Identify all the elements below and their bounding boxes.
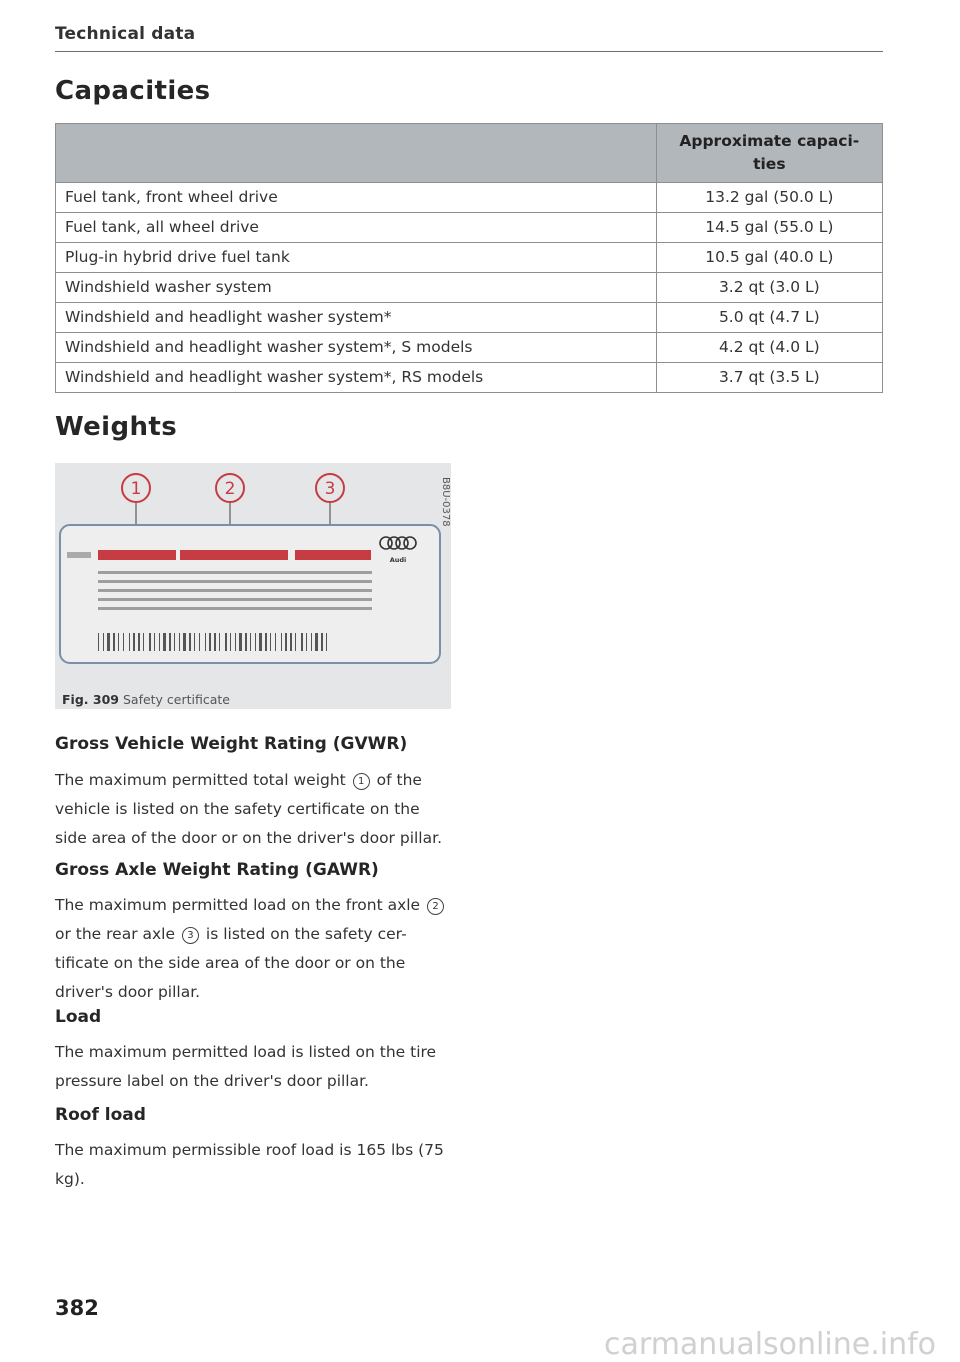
table-row <box>56 213 883 243</box>
svg-text:1: 1 <box>130 479 142 499</box>
figure-caption-text: Safety certificate <box>122 692 230 707</box>
row-label: Windshield washer system <box>56 273 657 303</box>
row-value: 3.7 qt (3.5 L) <box>656 363 882 393</box>
row-value: 4.2 qt (4.0 L) <box>656 333 882 363</box>
table-row <box>56 363 883 393</box>
row-value: 13.2 gal (50.0 L) <box>656 183 882 213</box>
table-header-capacity: Approximate capaci- ties <box>656 124 882 183</box>
table-row <box>56 243 883 273</box>
svg-text:3: 3 <box>324 479 336 499</box>
load-heading: Load <box>55 1007 102 1027</box>
table-row <box>56 183 883 213</box>
safety-certificate-illustration <box>55 463 451 709</box>
capacities-title: Capacities <box>55 76 211 106</box>
row-value: 14.5 gal (55.0 L) <box>656 213 882 243</box>
callout-2 <box>216 474 244 502</box>
figure-number: Fig. 309 <box>62 692 119 707</box>
table-row <box>56 273 883 303</box>
row-label: Plug-in hybrid drive fuel tank <box>56 243 657 273</box>
safety-certificate-figure <box>55 463 451 709</box>
figure-code: B8U-0378 <box>440 477 451 527</box>
row-label: Fuel tank, all wheel drive <box>56 213 657 243</box>
roof-load-paragraph: The maximum permissible roof load is 165 lbs (75 kg). <box>55 1141 444 1188</box>
row-value: 10.5 gal (40.0 L) <box>656 243 882 273</box>
brand-text: Audi <box>389 556 407 564</box>
callout-ref-3: 3 <box>182 927 199 944</box>
load-paragraph: The maximum permitted load is listed on the tire pressure label on the driver's door pillar. <box>55 1043 437 1090</box>
figure-caption <box>62 692 230 707</box>
table-header-blank <box>56 124 657 183</box>
gvwr-paragraph: The maximum permitted total weight 1 of the vehicle is listed on the safety certificate on the side area of the door or on the driver's door pillar. <box>55 771 442 847</box>
capacities-table <box>55 123 883 393</box>
table-row <box>56 333 883 363</box>
table-header-row <box>56 124 883 183</box>
gawr-paragraph: The maximum permitted load on the front axle 2 or the rear axle 3 is listed on the safety cer-tificate on the side area of the door or on the driver's door pillar. <box>55 891 455 1007</box>
row-value: 3.2 qt (3.0 L) <box>656 273 882 303</box>
roof-load-heading: Roof load <box>55 1105 146 1125</box>
row-label: Windshield and headlight washer system*, S models <box>56 333 657 363</box>
table-row <box>56 303 883 333</box>
gvwr-heading: Gross Vehicle Weight Rating (GVWR) <box>55 734 408 754</box>
watermark: carmanualsonline.info <box>604 1327 936 1362</box>
gawr-heading: Gross Axle Weight Rating (GAWR) <box>55 860 379 880</box>
page-number: 382 <box>55 1296 99 1320</box>
header-rule <box>55 51 883 52</box>
row-label: Windshield and headlight washer system* <box>56 303 657 333</box>
weights-title: Weights <box>55 412 178 442</box>
callout-1 <box>122 474 150 502</box>
row-value: 5.0 qt (4.7 L) <box>656 303 882 333</box>
row-label: Windshield and headlight washer system*, RS models <box>56 363 657 393</box>
callout-ref-1: 1 <box>353 773 370 790</box>
row-label: Fuel tank, front wheel drive <box>56 183 657 213</box>
svg-text:2: 2 <box>224 479 236 499</box>
section-header: Technical data <box>55 24 196 44</box>
callout-ref-2: 2 <box>427 898 444 915</box>
callout-3 <box>316 474 344 502</box>
